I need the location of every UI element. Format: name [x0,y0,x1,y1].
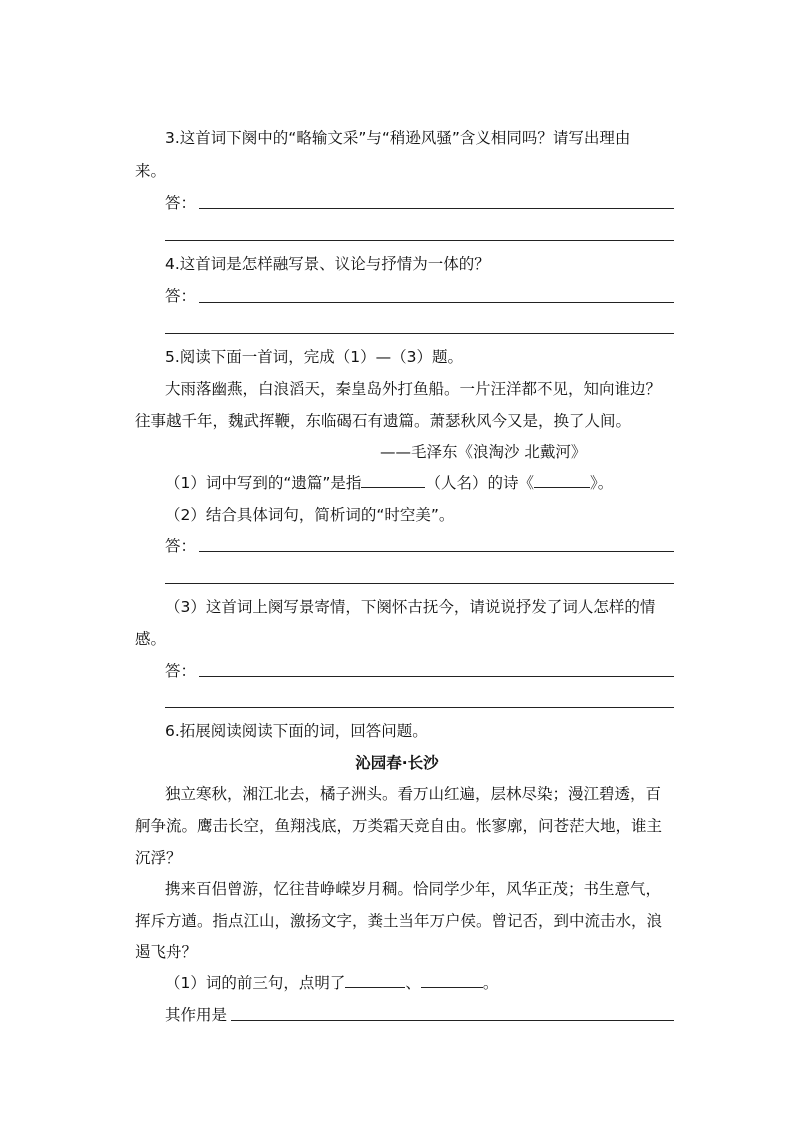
q6-sub1-blank-1[interactable] [345,973,405,988]
q5-sub3-answer-line-2[interactable] [165,707,674,708]
q6-sub1-end: 。 [482,974,499,992]
q5-sub3-line1: （3）这首词上阕写景寄情，下阕怀古抚今，请说说抒发了词人怎样的情 [165,598,656,616]
q5-sub1 [165,472,613,494]
q5-sub1-text-a: （1）词中写到的“遗篇”是指 [165,474,362,492]
q5-sub3-line2: 感。 [135,630,167,648]
q3-answer-line-2[interactable] [165,240,674,241]
q6-poem-p1-line2: 舸争流。鹰击长空，鱼翔浅底，万类霜天竞自由。怅寥廓，问苍茫大地，谁主 [135,817,663,835]
q5-sub1-text-c: 》。 [589,474,614,492]
q6-sub1-separator: 、 [405,974,421,992]
q6-poem-title: 沁园春·长沙 [355,754,439,772]
q4-prompt: 4.这首词是怎样融写景、议论与抒情为一体的？ [165,255,490,273]
q4-answer-line-1[interactable] [199,302,674,303]
q6-prompt: 6.拓展阅读阅读下面的词，回答问题。 [165,722,428,740]
q5-sub2-answer-line-1[interactable] [199,551,674,552]
q5-sub1-text-b: （人名）的诗《 [425,474,534,492]
q6-sub1 [165,972,498,994]
q5-poem-line1: 大雨落幽燕，白浪滔天，秦皇岛外打鱼船。一片汪洋都不见，知向谁边？ [165,380,662,398]
q5-sub3-answer-label: 答： [165,662,197,680]
q6-effect-answer-line[interactable] [231,1020,674,1021]
q4-answer-line-2[interactable] [165,333,674,334]
q5-attribution: ——毛泽东《浪淘沙 北戴河》 [380,443,587,461]
q6-poem-p1-line1: 独立寒秋，湘江北去，橘子洲头。看万山红遍，层林尽染；漫江碧透，百 [165,785,662,803]
q6-poem-p2-line3: 遏飞舟？ [135,943,198,961]
q3-answer-label: 答： [165,194,197,212]
q3-prompt-line2: 来。 [135,162,167,180]
q5-sub1-blank-poem[interactable] [534,473,590,488]
q6-poem-p2-line1: 携来百侣曾游，忆往昔峥嵘岁月稠。恰同学少年，风华正茂；书生意气， [165,880,662,898]
q5-sub2-answer-line-2[interactable] [165,583,674,584]
q5-sub3-answer-line-1[interactable] [199,676,674,677]
q6-poem-p2-line2: 挥斥方遒。指点江山，激扬文字，粪土当年万户侯。曾记否，到中流击水，浪 [135,912,663,930]
q5-sub2-answer-label: 答： [165,537,197,555]
q3-answer-line-1[interactable] [199,208,674,209]
q6-poem-p1-line3: 沉浮？ [135,849,182,867]
q5-sub1-blank-name[interactable] [361,473,425,488]
q5-prompt: 5.阅读下面一首词，完成（1）—（3）题。 [165,348,464,366]
q5-poem-line2: 往事越千年，魏武挥鞭，东临碣石有遗篇。萧瑟秋风今又是，换了人间。 [135,412,632,430]
q3-prompt-line1: 3.这首词下阕中的“略输文采”与“稍逊风骚”含义相同吗？请写出理由 [165,129,631,147]
q4-answer-label: 答： [165,287,197,305]
q5-sub2: （2）结合具体词句，简析词的“时空美”。 [165,506,455,524]
q6-sub1-blank-2[interactable] [421,973,483,988]
q6-sub1-text: （1）词的前三句，点明了 [165,974,346,992]
q6-effect-label: 其作用是 [165,1006,228,1024]
